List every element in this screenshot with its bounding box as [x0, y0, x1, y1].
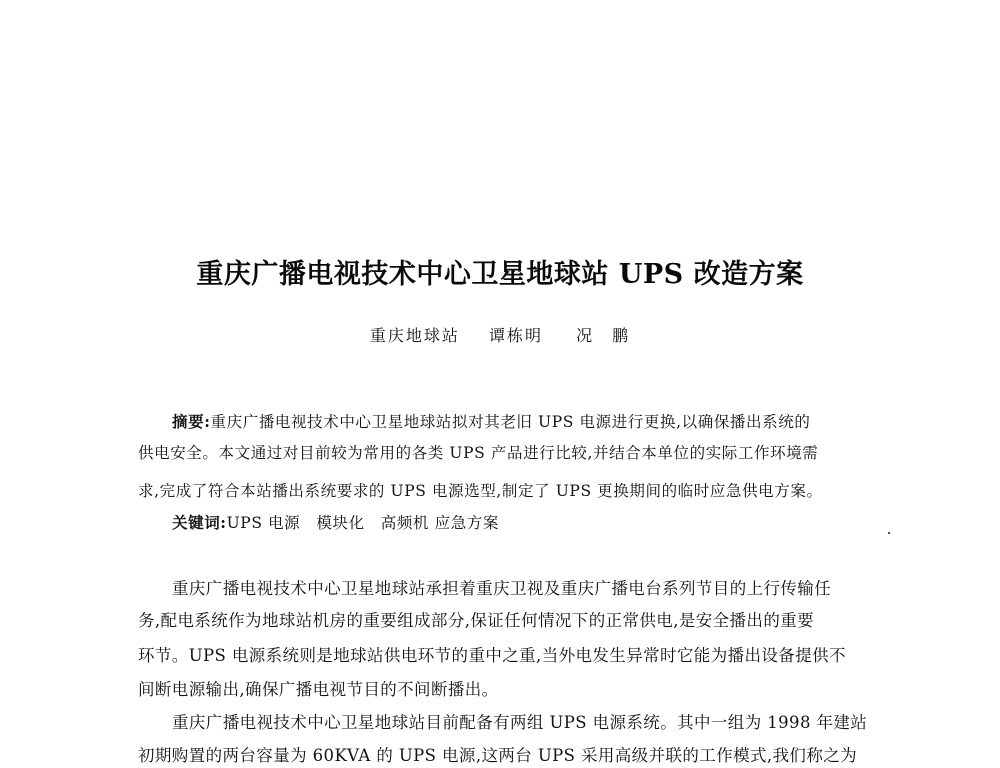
author-name: 况 鹏 — [576, 326, 631, 345]
author-affiliation: 重庆地球站 — [369, 326, 460, 345]
abstract-line: 求,完成了符合本站播出系统要求的 UPS 电源选型,制定了 UPS 更换期间的临时应急供电方案。 — [138, 482, 823, 500]
keywords-text: UPS 电源 模块化 高频机 应急方案 — [226, 514, 499, 532]
paper-title: 重庆广播电视技术中心卫星地球站 UPS 改造方案 — [196, 259, 804, 290]
keywords-label: 关键词: — [172, 513, 227, 532]
abstract-label: 摘要: — [172, 412, 211, 431]
author-name: 谭栋明 — [488, 326, 543, 345]
byline — [0, 323, 1000, 346]
body-line: 务,配电系统作为地球站机房的重要组成部分,保证任何情况下的正常供电,是安全播出的重要 — [138, 611, 815, 630]
abstract-line: 供电安全。本文通过对目前较为常用的各类 UPS 产品进行比较,并结合本单位的实际工作环境需 — [138, 444, 819, 462]
body-line: 环节。UPS 电源系统则是地球站供电环节的重中之重,当外电发生异常时它能为播出设备提供不 — [138, 646, 846, 665]
body-line: 初期购置的两台容量为 60KVA 的 UPS 电源,这两台 UPS 采用高级并联的工作模式,我们称之为 — [138, 746, 858, 765]
abstract-text: 重庆广播电视技术中心卫星地球站拟对其老旧 UPS 电源进行更换,以确保播出系统的 — [210, 413, 811, 431]
body-line: 重庆广播电视技术中心卫星地球站承担着重庆卫视及重庆广播电台系列节目的上行传输任 — [172, 579, 832, 598]
scan-speck — [888, 532, 890, 534]
body-line: 间断电源输出,确保广播电视节目的不间断播出。 — [138, 680, 499, 699]
body-line: 重庆广播电视技术中心卫星地球站目前配备有两组 UPS 电源系统。其中一组为 1998 年建站 — [172, 713, 868, 732]
keywords-line — [172, 513, 878, 533]
abstract-line — [172, 412, 878, 432]
